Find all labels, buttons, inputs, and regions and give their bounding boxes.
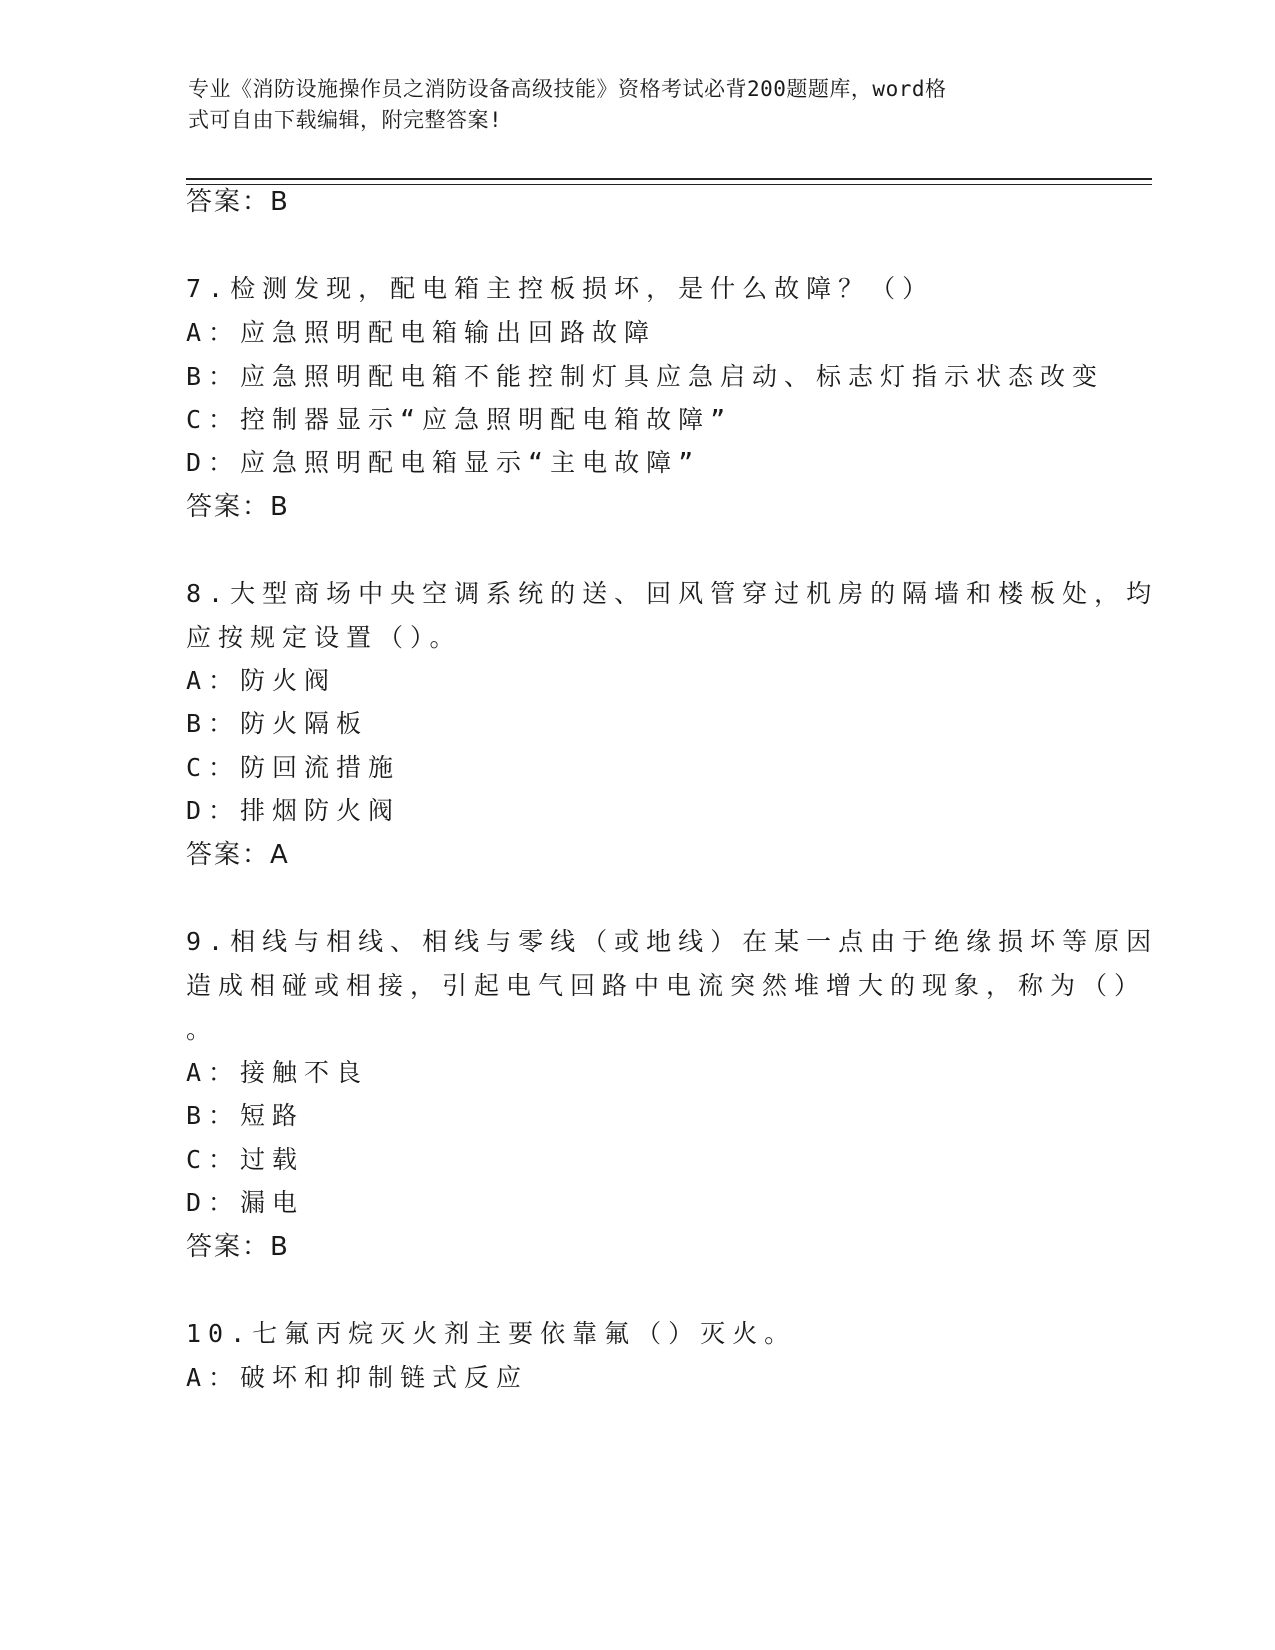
header-rule-thin (186, 184, 1152, 185)
question-8-option-b: B：防火隔板 (186, 709, 369, 738)
question-9-option-b: B：短路 (186, 1101, 305, 1130)
header-line-1: 专业《消防设施操作员之消防设备高级技能》资格考试必背200题题库，word格 (188, 77, 947, 101)
question-9-option-c: C：过载 (186, 1145, 305, 1174)
question-7-answer: 答案：B (186, 492, 290, 522)
question-10-stem: 10.七氟丙烷灭火剂主要依靠氟（）灭火。 (186, 1319, 797, 1348)
question-7-option-c: C：控制器显示“应急照明配电箱故障” (186, 405, 733, 434)
previous-answer: 答案：B (186, 187, 290, 217)
header-line-2: 式可自由下载编辑，附完整答案! (188, 108, 503, 132)
question-8-option-c: C：防回流措施 (186, 753, 401, 782)
document-header (188, 74, 1068, 136)
question-8-option-d: D：排烟防火阀 (186, 796, 401, 825)
question-7-option-b: B：应急照明配电箱不能控制灯具应急启动、标志灯指示状态改变 (186, 362, 1105, 391)
question-8-stem-line-1: 8.大型商场中央空调系统的送、回风管穿过机房的隔墙和楼板处，均 (186, 579, 1159, 608)
question-9-option-a: A：接触不良 (186, 1058, 369, 1087)
question-8-answer: 答案：A (186, 840, 290, 870)
question-9-stem-line-2: 造成相碰或相接，引起电气回路中电流突然堆增大的现象，称为（） (186, 971, 1147, 1000)
question-8-option-a: A：防火阀 (186, 666, 337, 695)
question-7-stem: 7.检测发现，配电箱主控板损坏，是什么故障？（） (186, 274, 935, 303)
question-7-option-a: A：应急照明配电箱输出回路故障 (186, 318, 657, 347)
question-8-stem-line-2: 应按规定设置（）。 (186, 623, 462, 652)
question-10-option-a: A：破坏和抑制链式反应 (186, 1363, 529, 1392)
question-9-answer: 答案：B (186, 1232, 290, 1262)
question-9-stem-line-1: 9.相线与相线、相线与零线（或地线）在某一点由于绝缘损坏等原因 (186, 927, 1159, 956)
question-9-option-d: D：漏电 (186, 1188, 305, 1217)
question-7-option-d: D：应急照明配电箱显示“主电故障” (186, 448, 701, 477)
question-9-stem-line-3: 。 (186, 1015, 219, 1044)
header-rule-thick (186, 178, 1152, 180)
